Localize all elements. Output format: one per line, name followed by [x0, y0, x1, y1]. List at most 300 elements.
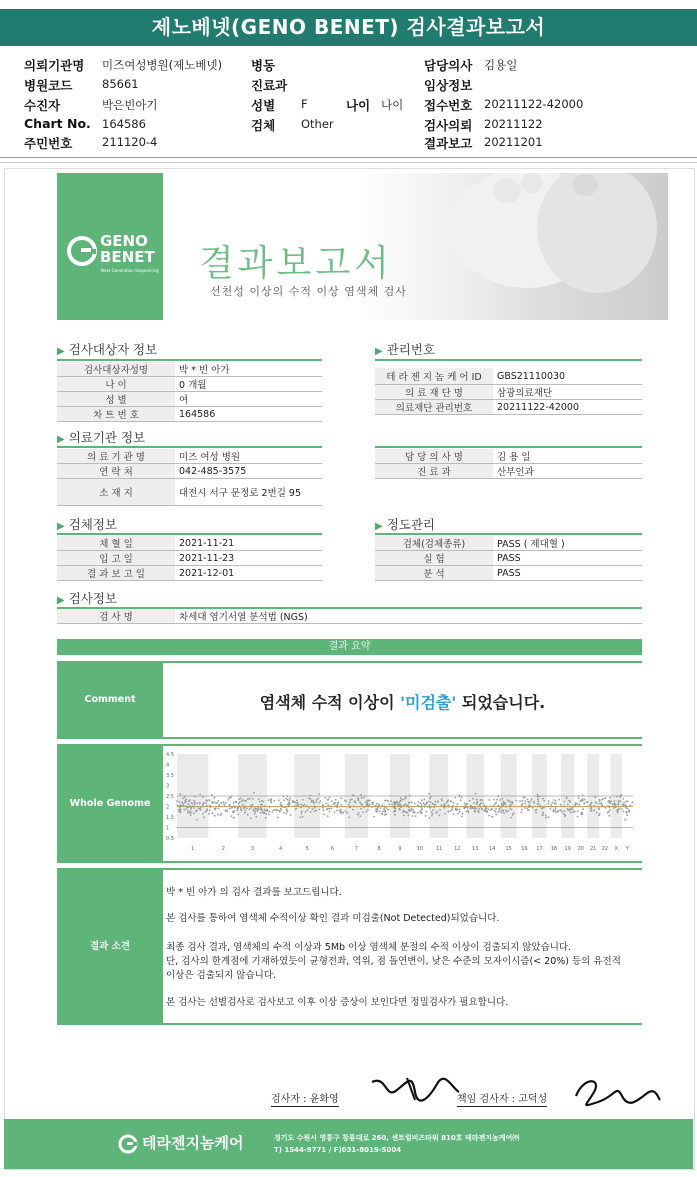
data-point [614, 800, 616, 802]
data-point [238, 803, 240, 805]
data-point [626, 814, 628, 816]
x-tick-label: 13 [471, 846, 479, 852]
data-point [604, 807, 606, 809]
data-point [537, 800, 539, 802]
data-point [574, 804, 576, 806]
data-point [453, 802, 455, 804]
data-point [252, 798, 254, 800]
data-point [450, 810, 452, 812]
field-label: 진 료 과 [375, 464, 493, 479]
data-point [379, 810, 381, 812]
report-banner [57, 173, 668, 320]
data-point [286, 795, 288, 797]
field-value: 미즈 여성 병원 [175, 449, 322, 464]
data-point [608, 800, 610, 802]
data-point [297, 802, 299, 804]
data-point [372, 806, 374, 808]
data-point [241, 810, 243, 812]
data-point [528, 810, 530, 812]
report-header [0, 50, 697, 162]
data-point [233, 817, 235, 819]
data-point [623, 811, 625, 813]
table-row [57, 609, 642, 624]
data-point [258, 798, 260, 800]
data-point [443, 804, 445, 806]
data-point [322, 809, 324, 811]
data-point [366, 811, 368, 813]
data-point [398, 808, 400, 810]
data-point [359, 815, 361, 817]
data-point [542, 815, 544, 817]
data-point [404, 798, 406, 800]
data-point [202, 813, 204, 815]
data-point [186, 807, 188, 809]
data-point [406, 805, 408, 807]
doctor-table [375, 449, 642, 479]
data-point [563, 805, 565, 807]
specimen-value: Other [301, 117, 334, 131]
data-point [263, 811, 265, 813]
data-point [194, 796, 196, 798]
data-point [277, 817, 279, 819]
data-point [474, 808, 476, 810]
data-point [500, 807, 502, 809]
data-point [448, 804, 450, 806]
test-table [57, 609, 642, 624]
data-point [578, 804, 580, 806]
institution-heading-line [57, 446, 322, 448]
data-point [490, 809, 492, 811]
data-point [245, 800, 247, 802]
data-point [188, 805, 190, 807]
field-label: 검체(검체종류) [375, 536, 493, 551]
whole-genome-label: Whole Genome [57, 744, 163, 863]
table-row [375, 464, 642, 479]
x-tick-label: 21 [590, 846, 597, 852]
data-point [380, 807, 382, 809]
data-point [211, 794, 213, 796]
whole-genome-box [163, 744, 642, 863]
data-point [335, 805, 337, 807]
data-point [357, 797, 359, 799]
data-point [418, 801, 420, 803]
data-point [617, 804, 619, 806]
data-point [178, 801, 180, 803]
data-point [608, 802, 610, 804]
data-point [387, 809, 389, 811]
data-point [270, 802, 272, 804]
data-point [349, 806, 351, 808]
data-point [415, 815, 417, 817]
data-point [278, 799, 280, 801]
test-heading: ▶ 검사정보 [57, 591, 118, 606]
data-point [220, 815, 222, 817]
data-point [328, 808, 330, 810]
data-point [454, 797, 456, 799]
data-point [289, 797, 291, 799]
data-point [330, 805, 332, 807]
data-point [346, 812, 348, 814]
data-point [625, 801, 627, 803]
data-point [607, 805, 609, 807]
x-tick-label: 3 [250, 846, 255, 852]
data-point [254, 811, 256, 813]
y-tick-label: 3 [166, 783, 170, 790]
data-point [624, 819, 626, 821]
data-point [394, 801, 396, 803]
sample-heading-line [57, 533, 322, 535]
data-point [331, 800, 333, 802]
data-point [403, 805, 405, 807]
field-label: 소 재 지 [57, 479, 175, 506]
data-point [288, 803, 290, 805]
data-point [338, 801, 340, 803]
field-value: 20211122-42000 [493, 400, 642, 415]
data-point [459, 809, 461, 811]
data-point [193, 807, 195, 809]
data-point [598, 815, 600, 817]
x-tick-label: 9 [398, 846, 402, 852]
data-point [306, 809, 308, 811]
data-point [427, 806, 429, 808]
data-point [184, 802, 186, 804]
data-point [250, 807, 252, 809]
data-point [367, 809, 369, 811]
field-label: 테 라 젠 지 놈 케 어 ID [375, 368, 493, 385]
data-point [502, 809, 504, 811]
data-point [545, 817, 547, 819]
data-point [362, 811, 364, 813]
data-point [229, 805, 231, 807]
data-point [555, 808, 557, 810]
data-point [564, 801, 566, 803]
data-point [257, 808, 259, 810]
data-point [421, 812, 423, 814]
data-point [404, 803, 406, 805]
data-point [349, 802, 351, 804]
chart-value: 164586 [102, 117, 146, 131]
data-point [189, 799, 191, 801]
data-point [519, 800, 521, 802]
data-point [539, 796, 541, 798]
x-tick-label: 8 [377, 846, 381, 852]
data-point [572, 809, 574, 811]
data-point [260, 812, 262, 814]
inst-value: 미즈여성병원(제노베넷) [102, 58, 223, 72]
data-point [479, 806, 481, 808]
data-point [366, 803, 368, 805]
data-point [554, 802, 556, 804]
data-point [408, 814, 410, 816]
data-point [578, 806, 580, 808]
data-point [484, 805, 486, 807]
data-point [411, 806, 413, 808]
data-point [623, 802, 625, 804]
data-point [231, 815, 233, 817]
data-point [439, 814, 441, 816]
data-point [510, 817, 512, 819]
data-point [216, 802, 218, 804]
data-point [542, 798, 544, 800]
data-point [204, 811, 206, 813]
findings-p3c: 이상은 검출되지 않습니다. [166, 970, 277, 981]
data-point [572, 807, 574, 809]
data-point [371, 802, 373, 804]
field-label: 채 혈 일 [57, 536, 175, 551]
data-point [408, 809, 410, 811]
x-tick-label: 7 [354, 846, 358, 852]
data-point [462, 813, 464, 815]
data-point [310, 795, 312, 797]
data-point [384, 814, 386, 816]
data-point [179, 793, 181, 795]
data-point [283, 796, 285, 798]
data-point [327, 808, 329, 810]
data-point [297, 805, 299, 807]
data-point [240, 798, 242, 800]
mgmt-heading: ▶ 관리번호 [375, 342, 436, 357]
institution-heading: ▶ 의료기관 정보 [57, 430, 146, 445]
data-point [381, 805, 383, 807]
data-point [498, 811, 500, 813]
data-point [572, 811, 574, 813]
data-point [335, 799, 337, 801]
y-tick-label: 4 [166, 762, 170, 769]
x-tick-label: 10 [416, 846, 423, 852]
data-point [528, 806, 530, 808]
data-point [567, 809, 569, 811]
data-point [184, 796, 186, 798]
x-tick-label: 5 [305, 846, 309, 852]
y-tick-label: 3.5 [166, 773, 174, 779]
data-point [223, 803, 225, 805]
data-point [394, 810, 396, 812]
data-point [314, 810, 316, 812]
data-point [190, 807, 192, 809]
data-point [513, 812, 515, 814]
subject-heading-line [57, 359, 322, 361]
data-point [503, 812, 505, 814]
data-point [327, 804, 329, 806]
qc-table [375, 536, 642, 581]
data-point [287, 810, 289, 812]
findings-box [163, 868, 642, 1025]
data-point [491, 816, 493, 818]
data-point [617, 811, 619, 813]
data-point [457, 813, 459, 815]
data-point [452, 805, 454, 807]
data-point [582, 813, 584, 815]
data-point [412, 815, 414, 817]
data-point [599, 803, 601, 805]
data-point [564, 814, 566, 816]
data-point [378, 804, 380, 806]
accession-value: 20211122-42000 [484, 97, 584, 111]
data-point [500, 812, 502, 814]
summary-header: 결과 요약 [57, 639, 642, 655]
field-value: PASS [493, 566, 642, 581]
data-point [384, 809, 386, 811]
data-point [499, 808, 501, 810]
field-label: 나 이 [57, 377, 175, 392]
data-point [584, 799, 586, 801]
data-point [524, 797, 526, 799]
x-tick-label: 18 [550, 846, 558, 852]
data-point [255, 816, 257, 818]
data-point [323, 814, 325, 816]
data-point [338, 810, 340, 812]
data-point [329, 797, 331, 799]
data-point [617, 802, 619, 804]
data-point [193, 812, 195, 814]
y-tick-label: 2.5 [166, 794, 174, 800]
data-point [183, 803, 185, 805]
table-row [57, 407, 322, 422]
data-point [508, 801, 510, 803]
data-point [493, 799, 495, 801]
data-point [521, 809, 523, 811]
field-value: PASS ( 제대혈 ) [493, 536, 642, 551]
data-point [313, 802, 315, 804]
qc-heading: ▶ 정도관리 [375, 517, 436, 532]
mgmt-heading-line [375, 359, 642, 361]
data-point [512, 814, 514, 816]
doctor-value: 김용일 [484, 58, 518, 72]
data-point [213, 801, 215, 803]
data-point [503, 805, 505, 807]
data-point [361, 804, 363, 806]
specimen-label: 검체 [251, 118, 276, 133]
data-point [598, 808, 600, 810]
data-point [187, 803, 189, 805]
data-point [537, 796, 539, 798]
x-tick-label: 6 [330, 846, 335, 852]
data-point [236, 810, 238, 812]
data-point [322, 804, 324, 806]
data-point [336, 810, 338, 812]
data-point [185, 798, 187, 800]
data-point [313, 807, 315, 809]
data-point [436, 811, 438, 813]
mgmt-table [375, 368, 642, 415]
data-point [623, 805, 625, 807]
data-point [609, 815, 611, 817]
data-point [550, 804, 552, 806]
data-point [406, 812, 408, 814]
field-value: 김 용 일 [493, 449, 642, 464]
data-point [218, 804, 220, 806]
data-point [283, 799, 285, 801]
data-point [451, 809, 453, 811]
data-point [280, 809, 282, 811]
data-point [615, 807, 617, 809]
x-tick-label: X [614, 846, 618, 852]
data-point [504, 802, 506, 804]
data-point [578, 795, 580, 797]
field-label: 검사대상자성명 [57, 362, 175, 377]
data-point [609, 809, 611, 811]
data-point [394, 814, 396, 816]
data-point [202, 804, 204, 806]
data-point [340, 797, 342, 799]
data-point [199, 803, 201, 805]
data-point [499, 810, 501, 812]
data-point [399, 805, 401, 807]
data-point [509, 804, 511, 806]
data-point [421, 806, 423, 808]
data-point [312, 800, 314, 802]
data-point [429, 793, 431, 795]
data-point [194, 803, 196, 805]
data-point [405, 811, 407, 813]
data-point [289, 799, 291, 801]
findings-p3a: 최종 검사 결과, 염색체의 수적 이상과 5Mb 이상 염색체 분절의 수적 이상이 검출되지 않았습니다. [166, 942, 572, 953]
data-point [446, 802, 448, 804]
data-point [537, 804, 539, 806]
data-point [295, 808, 297, 810]
data-point [578, 797, 580, 799]
table-row [57, 392, 322, 407]
x-tick-label: 1 [191, 846, 195, 852]
data-point [310, 811, 312, 813]
data-point [599, 800, 601, 802]
data-point [539, 805, 541, 807]
y-tick-label: 0.5 [166, 836, 174, 842]
data-point [340, 804, 342, 806]
data-point [455, 806, 457, 808]
data-point [333, 804, 335, 806]
data-point [618, 800, 620, 802]
not-detected-highlight: '미검출' [400, 693, 457, 712]
sex-label: 성별 [251, 98, 276, 113]
data-point [184, 809, 186, 811]
data-point [545, 815, 547, 817]
data-point [616, 796, 618, 798]
data-point [301, 812, 303, 814]
data-point [327, 799, 329, 801]
data-point [437, 801, 439, 803]
data-point [487, 811, 489, 813]
data-point [604, 797, 606, 799]
data-point [465, 806, 467, 808]
table-row [375, 566, 642, 581]
data-point [497, 795, 499, 797]
data-point [188, 812, 190, 814]
data-point [469, 800, 471, 802]
code-value: 85661 [102, 77, 139, 91]
data-point [180, 811, 182, 813]
data-point [553, 799, 555, 801]
data-point [613, 804, 615, 806]
data-point [563, 813, 565, 815]
data-point [277, 809, 279, 811]
x-tick-label: 14 [489, 846, 496, 852]
data-point [481, 799, 483, 801]
report-title: 제노베넷(GENO BENET) 검사결과보고서 [0, 9, 697, 46]
field-label: 결 과 보 고 일 [57, 566, 175, 581]
data-point [279, 810, 281, 812]
data-point [629, 804, 631, 806]
data-point [479, 799, 481, 801]
data-point [576, 803, 578, 805]
data-point [582, 808, 584, 810]
data-point [229, 797, 231, 799]
data-point [560, 804, 562, 806]
data-point [241, 800, 243, 802]
data-point [627, 808, 629, 810]
field-label: 분 석 [375, 566, 493, 581]
data-point [548, 803, 550, 805]
